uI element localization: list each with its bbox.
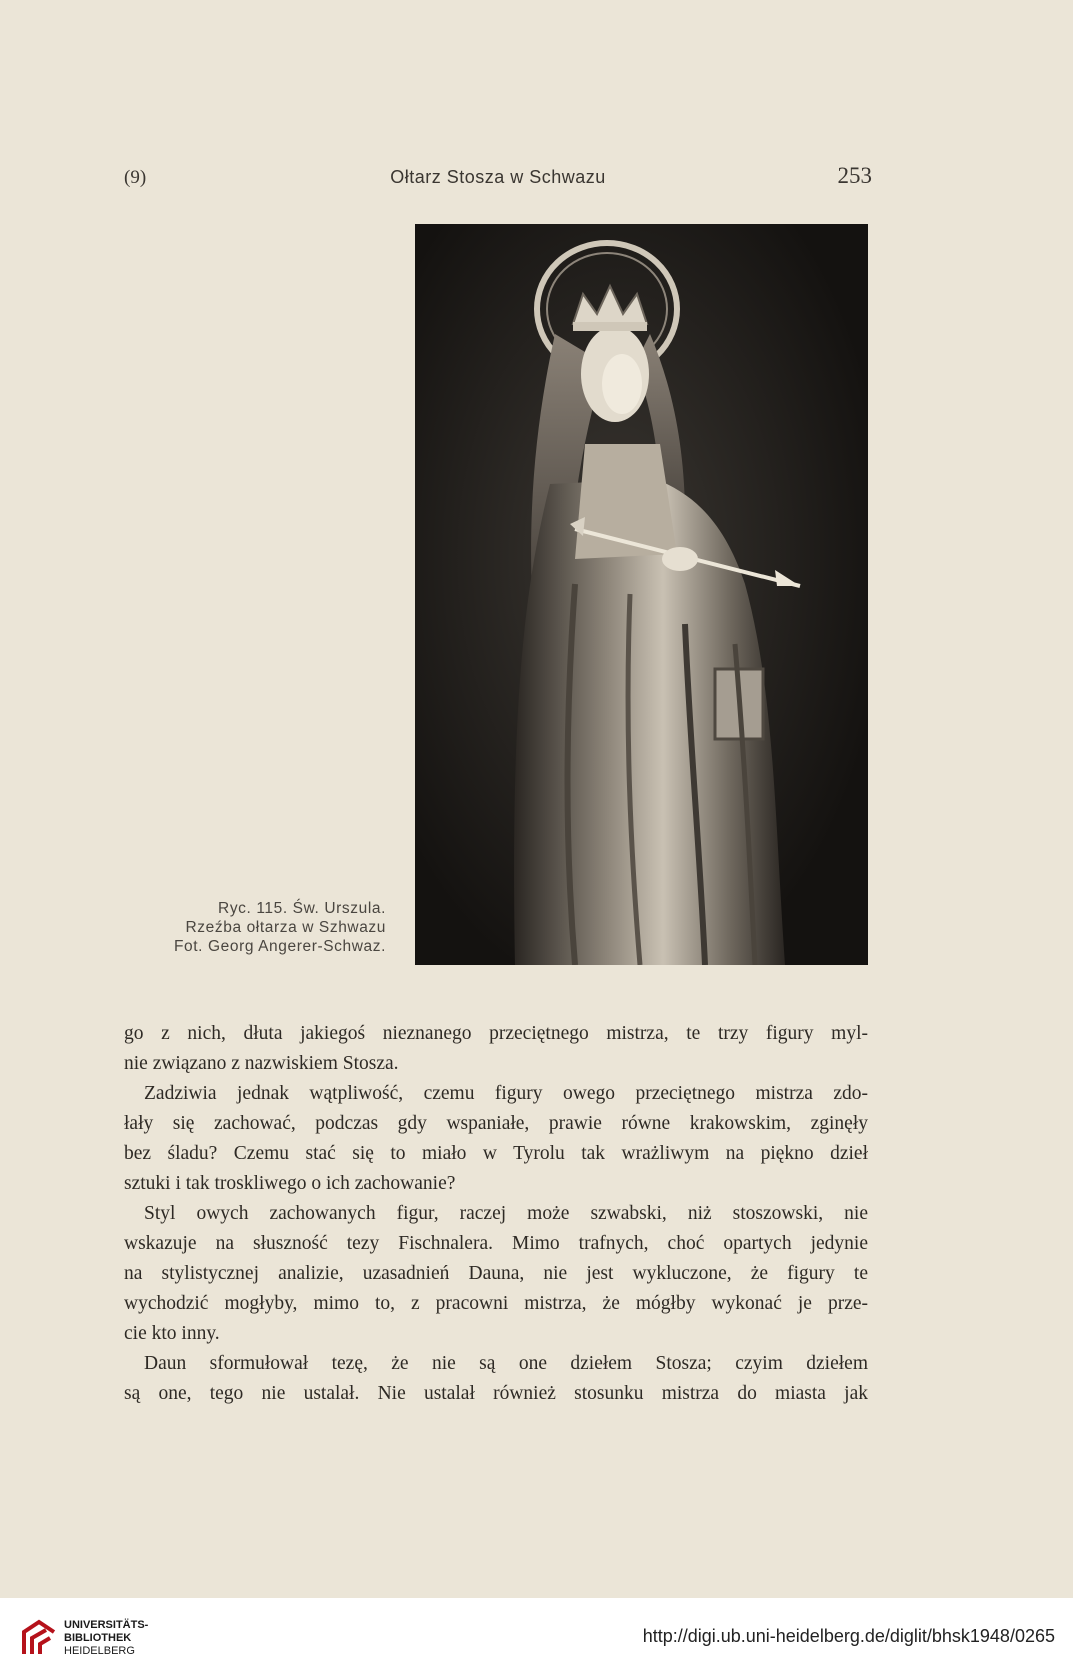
text-line: Styl owych zachowanych figur, raczej może szwabski, niż stoszowski, nie	[144, 1203, 868, 1224]
text-line: są one, tego nie ustalał. Nie ustalał również stosunku mistrza do miasta jak	[124, 1383, 868, 1404]
figure-caption	[120, 899, 386, 956]
figure-photo	[415, 224, 868, 965]
saint-ursula-sculpture-photo	[415, 224, 868, 965]
library-name-line: UNIVERSITÄTS-	[64, 1619, 149, 1631]
paragraph	[124, 1199, 868, 1349]
permalink-url[interactable]: http://digi.ub.uni-heidelberg.de/diglit/bhsk1948/0265	[642, 1626, 1055, 1646]
library-name	[64, 1619, 148, 1658]
text-line: łały się zachować, podczas gdy wspaniałe, prawie równe krakowskim, zginęły	[124, 1113, 868, 1134]
text-line: Zadziwia jednak wątpliwość, czemu figury owego przeciętnego mistrza zdo-	[144, 1083, 868, 1104]
section-number: (9)	[124, 167, 147, 188]
page-number: 253	[837, 163, 872, 188]
text-line: wychodzić mogłyby, mimo to, z pracowni mistrza, że mógłby wykonać je prze-	[124, 1293, 868, 1314]
text-line: cie kto inny.	[124, 1323, 220, 1344]
library-name-line: HEIDELBERG	[64, 1645, 135, 1657]
paragraph	[124, 1349, 868, 1409]
text-line: sztuki i tak troskliwego o ich zachowanie?	[124, 1173, 456, 1194]
running-title: Ołtarz Stosza w Schwazu	[390, 167, 606, 187]
caption-line: Ryc. 115. Św. Urszula.	[218, 900, 386, 917]
text-line: go z nich, dłuta jakiegoś nieznanego przeciętnego mistrza, te trzy figury myl-	[124, 1023, 868, 1044]
paragraph	[124, 1019, 868, 1079]
text-line: nie związano z nazwiskiem Stosza.	[124, 1053, 399, 1074]
caption-line: Rzeźba ołtarza w Szhwazu	[185, 919, 386, 936]
viewer-footer	[0, 1598, 1073, 1675]
text-line: na stylistycznej analizie, uzasadnień Dauna, nie jest wykluczone, że figury te	[124, 1263, 868, 1284]
paragraph	[124, 1079, 868, 1199]
library-name-line: BIBLIOTHEK	[64, 1632, 132, 1644]
body-text	[124, 1019, 868, 1409]
text-line: Daun sformułował tezę, że nie są one dziełem Stosza; czyim dziełem	[144, 1353, 868, 1374]
text-line: bez śladu? Czemu stać się to miało w Tyrolu tak wrażliwym na piękno dzieł	[124, 1143, 868, 1164]
running-header	[124, 163, 872, 193]
ub-heidelberg-logo-icon[interactable]	[20, 1618, 58, 1658]
caption-line: Fot. Georg Angerer-Schwaz.	[173, 938, 386, 955]
text-line: wskazuje na słuszność tezy Fischnalera. Mimo trafnych, choć opartych jedynie	[124, 1233, 868, 1254]
